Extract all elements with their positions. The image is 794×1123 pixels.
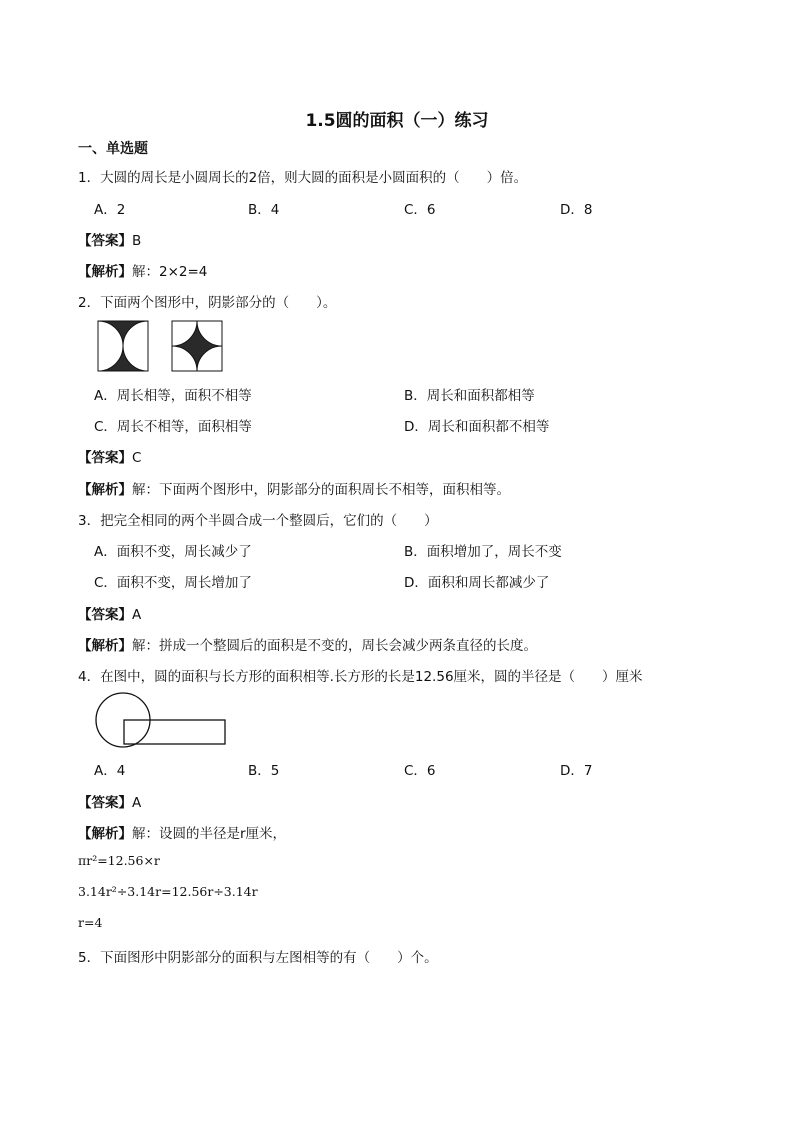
analysis-tag: 【解析】	[78, 826, 132, 842]
question-1-option-c: C．6	[404, 202, 436, 218]
figure-square-two-arcs	[97, 320, 149, 372]
question-4-stem: 4．在图中，圆的面积与长方形的面积相等.长方形的长是12.56厘米，圆的半径是（ ）厘米	[78, 669, 643, 685]
solution-step-1: πr²=12.56×r	[78, 853, 160, 868]
page-title: 1.5圆的面积（一）练习	[305, 111, 489, 131]
question-4-option-b: B．5	[248, 763, 280, 779]
question-1-option-a: A．2	[94, 202, 126, 218]
solution-step-3: r=4	[78, 915, 103, 930]
question-3-stem: 3．把完全相同的两个半圆合成一个整圆后，它们的（ ）	[78, 513, 438, 529]
solution-step-2: 3.14r²÷3.14r=12.56r÷3.14r	[78, 884, 258, 899]
question-2-analysis	[78, 478, 510, 498]
analysis-text: 解：拼成一个整圆后的面积是不变的，周长会减少两条直径的长度。	[132, 638, 537, 654]
question-5-stem: 5．下面图形中阴影部分的面积与左图相等的有（ ）个。	[78, 950, 438, 966]
answer-tag: 【答案】	[78, 795, 132, 811]
question-2-option-c: C．周长不相等，面积相等	[94, 419, 252, 435]
question-3-option-a: A．面积不变，周长减少了	[94, 544, 252, 560]
question-4-analysis	[78, 822, 286, 842]
figure-square-four-arcs	[171, 320, 223, 372]
answer-tag: 【答案】	[78, 450, 132, 466]
question-1-analysis	[78, 260, 207, 280]
question-1-option-b: B．4	[248, 202, 280, 218]
question-1-answer	[78, 229, 141, 249]
analysis-text: 解：下面两个图形中，阴影部分的面积周长不相等，面积相等。	[132, 482, 510, 498]
answer-value: C	[132, 450, 142, 466]
question-3-answer	[78, 603, 141, 623]
analysis-text: 解：2×2=4	[132, 264, 208, 280]
question-3-option-d: D．面积和周长都减少了	[404, 575, 550, 591]
analysis-tag: 【解析】	[78, 638, 132, 654]
question-4-option-a: A．4	[94, 763, 126, 779]
analysis-text: 解：设圆的半径是r厘米，	[132, 826, 287, 842]
question-3-option-c: C．面积不变，周长增加了	[94, 575, 252, 591]
question-4-option-d: D．7	[560, 763, 593, 779]
analysis-tag: 【解析】	[78, 482, 132, 498]
question-3-option-b: B．面积增加了，周长不变	[404, 544, 562, 560]
answer-value: B	[132, 233, 142, 249]
answer-tag: 【答案】	[78, 233, 132, 249]
question-2-option-a: A．周长相等，面积不相等	[94, 388, 252, 404]
answer-tag: 【答案】	[78, 607, 132, 623]
answer-value: A	[132, 795, 142, 811]
question-2-option-b: B．周长和面积都相等	[404, 388, 535, 404]
question-1-stem: 1．大圆的周长是小圆周长的2倍，则大圆的面积是小圆面积的（ ）倍。	[78, 170, 528, 186]
question-4-option-c: C．6	[404, 763, 436, 779]
section-heading: 一、单选题	[78, 141, 148, 157]
question-4-answer	[78, 791, 141, 811]
figure-circle-and-rectangle	[94, 692, 230, 750]
question-2-stem: 2．下面两个图形中，阴影部分的（ ）。	[78, 295, 337, 311]
analysis-tag: 【解析】	[78, 264, 132, 280]
question-2-option-d: D．周长和面积都不相等	[404, 419, 550, 435]
question-2-answer	[78, 446, 141, 466]
answer-value: A	[132, 607, 142, 623]
question-1-option-d: D．8	[560, 202, 593, 218]
question-3-analysis	[78, 634, 537, 654]
